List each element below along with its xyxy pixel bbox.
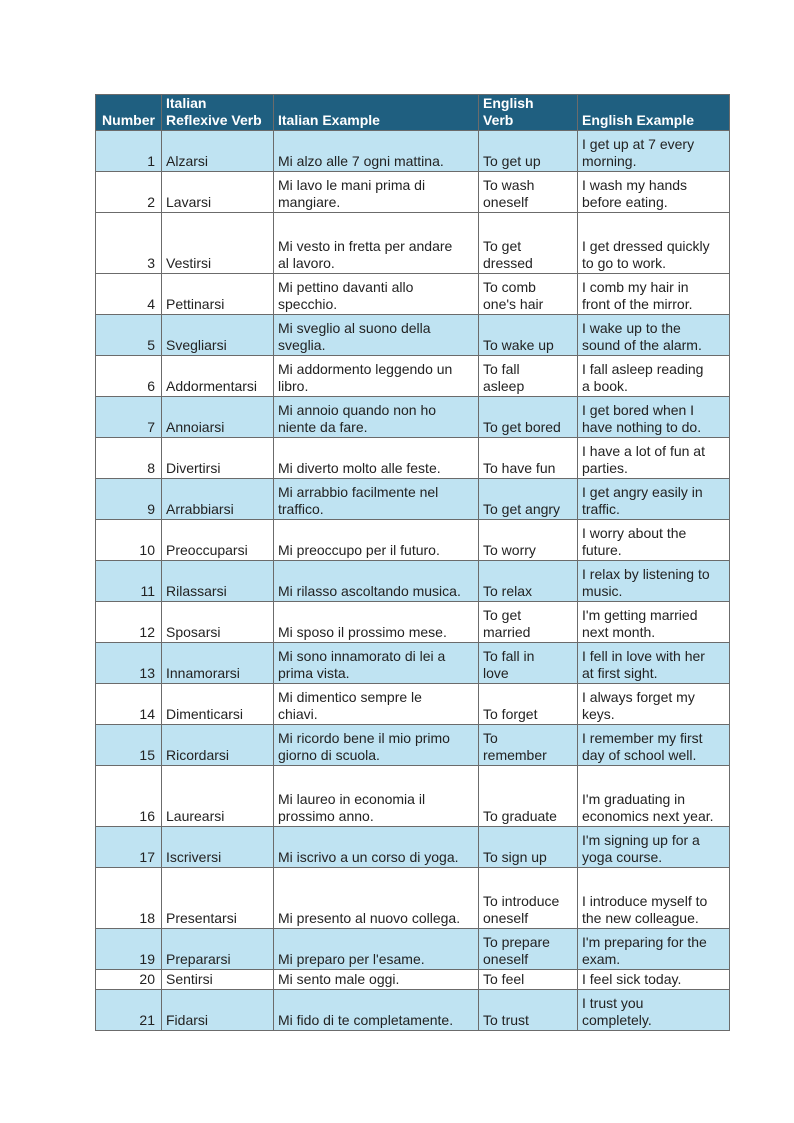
cell-italian-verb: Sentirsi (162, 970, 274, 990)
cell-english-example: I get up at 7 every morning. (578, 131, 730, 172)
table-row (96, 827, 730, 868)
cell-italian-example: Mi arrabbio facilmente nel traffico. (274, 479, 479, 520)
cell-italian-example: Mi presento al nuovo collega. (274, 868, 479, 929)
cell-number: 13 (96, 643, 162, 684)
cell-italian-example: Mi vesto in fretta per andare al lavoro. (274, 213, 479, 274)
cell-italian-example: Mi laureo in economia il prossimo anno. (274, 766, 479, 827)
table-row (96, 213, 730, 274)
cell-english-example: I get dressed quickly to go to work. (578, 213, 730, 274)
cell-italian-verb: Fidarsi (162, 990, 274, 1031)
cell-italian-example: Mi preparo per l'esame. (274, 929, 479, 970)
cell-italian-verb: Ricordarsi (162, 725, 274, 766)
cell-english-example: I comb my hair in front of the mirror. (578, 274, 730, 315)
cell-italian-example: Mi lavo le mani prima di mangiare. (274, 172, 479, 213)
cell-english-verb: To comb one's hair (479, 274, 578, 315)
cell-italian-verb: Laurearsi (162, 766, 274, 827)
cell-number: 18 (96, 868, 162, 929)
table-row (96, 274, 730, 315)
cell-number: 20 (96, 970, 162, 990)
cell-english-example: I introduce myself to the new colleague. (578, 868, 730, 929)
cell-italian-example: Mi annoio quando non ho niente da fare. (274, 397, 479, 438)
cell-italian-example: Mi preoccupo per il futuro. (274, 520, 479, 561)
table-row (96, 990, 730, 1031)
cell-number: 4 (96, 274, 162, 315)
cell-english-verb: To prepare oneself (479, 929, 578, 970)
table-row (96, 766, 730, 827)
cell-english-verb: To fall asleep (479, 356, 578, 397)
cell-number: 17 (96, 827, 162, 868)
cell-english-example: I remember my first day of school well. (578, 725, 730, 766)
cell-italian-example: Mi sveglio al suono della sveglia. (274, 315, 479, 356)
cell-english-example: I'm graduating in economics next year. (578, 766, 730, 827)
table-body (96, 131, 730, 1031)
cell-english-verb: To introduce oneself (479, 868, 578, 929)
cell-english-example: I worry about the future. (578, 520, 730, 561)
cell-number: 7 (96, 397, 162, 438)
table-row (96, 868, 730, 929)
cell-italian-example: Mi fido di te completamente. (274, 990, 479, 1031)
cell-italian-verb: Sposarsi (162, 602, 274, 643)
cell-number: 9 (96, 479, 162, 520)
cell-english-verb: To wash oneself (479, 172, 578, 213)
cell-italian-example: Mi sento male oggi. (274, 970, 479, 990)
cell-italian-verb: Arrabbiarsi (162, 479, 274, 520)
cell-italian-verb: Presentarsi (162, 868, 274, 929)
cell-italian-verb: Preoccuparsi (162, 520, 274, 561)
reflexive-verbs-table (95, 94, 730, 1031)
cell-italian-example: Mi sono innamorato di lei a prima vista. (274, 643, 479, 684)
cell-italian-verb: Svegliarsi (162, 315, 274, 356)
header-number: Number (96, 95, 162, 131)
cell-italian-example: Mi diverto molto alle feste. (274, 438, 479, 479)
cell-english-verb: To get angry (479, 479, 578, 520)
table-row (96, 561, 730, 602)
cell-number: 12 (96, 602, 162, 643)
cell-number: 3 (96, 213, 162, 274)
cell-english-example: I wake up to the sound of the alarm. (578, 315, 730, 356)
cell-english-verb: To relax (479, 561, 578, 602)
table-row (96, 970, 730, 990)
cell-english-example: I fall asleep reading a book. (578, 356, 730, 397)
cell-english-example: I feel sick today. (578, 970, 730, 990)
table-row (96, 131, 730, 172)
cell-english-example: I get angry easily in traffic. (578, 479, 730, 520)
table-row (96, 520, 730, 561)
header-italian-example: Italian Example (274, 95, 479, 131)
header-english-verb: English Verb (479, 95, 578, 131)
cell-english-verb: To get married (479, 602, 578, 643)
cell-number: 10 (96, 520, 162, 561)
cell-italian-verb: Addormentarsi (162, 356, 274, 397)
cell-italian-verb: Prepararsi (162, 929, 274, 970)
cell-english-example: I have a lot of fun at parties. (578, 438, 730, 479)
table-row (96, 643, 730, 684)
cell-english-verb: To fall in love (479, 643, 578, 684)
cell-italian-verb: Alzarsi (162, 131, 274, 172)
cell-italian-example: Mi alzo alle 7 ogni mattina. (274, 131, 479, 172)
cell-number: 16 (96, 766, 162, 827)
table-header (96, 95, 730, 131)
cell-number: 21 (96, 990, 162, 1031)
cell-english-example: I'm getting married next month. (578, 602, 730, 643)
cell-english-verb: To wake up (479, 315, 578, 356)
cell-english-verb: To trust (479, 990, 578, 1031)
cell-number: 19 (96, 929, 162, 970)
cell-english-example: I wash my hands before eating. (578, 172, 730, 213)
table-row (96, 725, 730, 766)
cell-number: 2 (96, 172, 162, 213)
table-row (96, 929, 730, 970)
cell-italian-verb: Divertirsi (162, 438, 274, 479)
table-row (96, 602, 730, 643)
cell-english-verb: To feel (479, 970, 578, 990)
cell-italian-verb: Innamorarsi (162, 643, 274, 684)
cell-italian-verb: Lavarsi (162, 172, 274, 213)
cell-english-example: I fell in love with her at first sight. (578, 643, 730, 684)
cell-italian-verb: Pettinarsi (162, 274, 274, 315)
table-row (96, 479, 730, 520)
cell-english-verb: To graduate (479, 766, 578, 827)
cell-number: 14 (96, 684, 162, 725)
table-row (96, 684, 730, 725)
header-row (96, 95, 730, 131)
cell-number: 6 (96, 356, 162, 397)
cell-english-verb: To have fun (479, 438, 578, 479)
cell-italian-example: Mi ricordo bene il mio primo giorno di scuola. (274, 725, 479, 766)
cell-english-verb: To forget (479, 684, 578, 725)
cell-italian-verb: Vestirsi (162, 213, 274, 274)
cell-italian-verb: Rilassarsi (162, 561, 274, 602)
cell-english-example: I get bored when I have nothing to do. (578, 397, 730, 438)
cell-italian-verb: Annoiarsi (162, 397, 274, 438)
cell-italian-example: Mi addormento leggendo un libro. (274, 356, 479, 397)
cell-number: 8 (96, 438, 162, 479)
cell-english-verb: To worry (479, 520, 578, 561)
cell-italian-example: Mi pettino davanti allo specchio. (274, 274, 479, 315)
cell-english-example: I relax by listening to music. (578, 561, 730, 602)
table-row (96, 172, 730, 213)
cell-english-verb: To remember (479, 725, 578, 766)
cell-english-example: I'm preparing for the exam. (578, 929, 730, 970)
cell-italian-example: Mi iscrivo a un corso di yoga. (274, 827, 479, 868)
table-row (96, 356, 730, 397)
table-row (96, 315, 730, 356)
cell-italian-verb: Dimenticarsi (162, 684, 274, 725)
cell-italian-verb: Iscriversi (162, 827, 274, 868)
table-row (96, 438, 730, 479)
cell-english-verb: To get bored (479, 397, 578, 438)
cell-english-example: I always forget my keys. (578, 684, 730, 725)
cell-number: 5 (96, 315, 162, 356)
cell-english-example: I trust you completely. (578, 990, 730, 1031)
cell-english-verb: To sign up (479, 827, 578, 868)
cell-number: 15 (96, 725, 162, 766)
cell-number: 11 (96, 561, 162, 602)
cell-english-example: I'm signing up for a yoga course. (578, 827, 730, 868)
cell-english-verb: To get up (479, 131, 578, 172)
cell-italian-example: Mi sposo il prossimo mese. (274, 602, 479, 643)
cell-italian-example: Mi dimentico sempre le chiavi. (274, 684, 479, 725)
header-english-example: English Example (578, 95, 730, 131)
cell-number: 1 (96, 131, 162, 172)
header-italian-verb: Italian Reflexive Verb (162, 95, 274, 131)
table-row (96, 397, 730, 438)
cell-italian-example: Mi rilasso ascoltando musica. (274, 561, 479, 602)
cell-english-verb: To get dressed (479, 213, 578, 274)
